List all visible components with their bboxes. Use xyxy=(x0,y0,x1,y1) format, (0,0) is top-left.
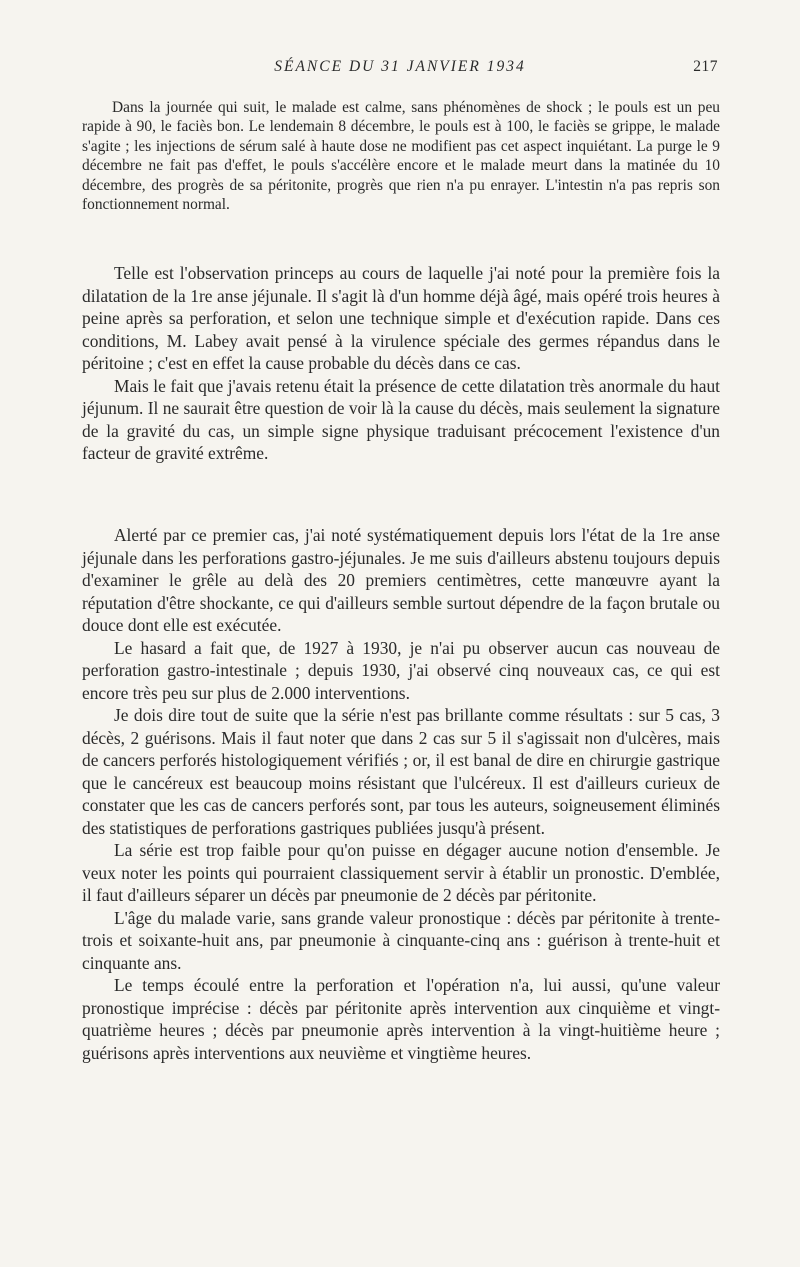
paragraph: Telle est l'observation princeps au cours de laquelle j'ai noté pour la première fois la dilatation de la 1re anse jéjunale. Il s'agit là d'un homme déjà âgé, mais opéré trois heures à peine après sa perforation, et selon une technique simple et d'exécution rapide. Dans ces conditions, M. Labey avait pensé à la virulence spéciale des germes répandus dans le péritoine ; c'est en effet la cause probable du décès dans ce cas. xyxy=(82,263,720,373)
page-number: 217 xyxy=(693,58,718,75)
paragraph: Le temps écoulé entre la perforation et l'opération n'a, lui aussi, qu'une valeur pronostique imprécise : décès par péritonite après intervention aux cinquième et vingt-quatrième heures ; décès par pneumonie après intervention à la vingt-huitième heure ; guérisons après interventions aux neuvième et vingtième heures. xyxy=(82,975,720,1063)
running-title: SÉANCE DU 31 JANVIER 1934 xyxy=(274,58,526,75)
paragraph: La série est trop faible pour qu'on puisse en dégager aucune notion d'ensemble. Je veux noter les points qui pourraient classiquement servir à établir un pronostic. D'emblée, il faut d'ailleurs séparer un décès par pneumonie de 2 décès par péritonite. xyxy=(82,840,720,905)
intro-paragraph: Dans la journée qui suit, le malade est calme, sans phénomènes de shock ; le pouls est un peu rapide à 90, le faciès bon. Le lendemain 8 décembre, le pouls est à 100, le faciès se grippe, le malade s'agite ; les injections de sérum salé à haute dose ne modifient pas cet aspect inquiétant. La purge le 9 décembre ne fait pas d'effet, le pouls s'accélère encore et le malade meurt dans la matinée du 10 décembre, des progrès de sa péritonite, progrès que rien n'a pu enrayer. L'intestin n'a pas repris son fonctionnement normal. xyxy=(82,99,720,214)
paragraph: Alerté par ce premier cas, j'ai noté systématiquement depuis lors l'état de la 1re anse jéjunale dans les perforations gastro-jéjunales. Je me suis d'ailleurs abstenu toujours depuis d'examiner le grêle au delà des 20 premiers centimètres, cette manœuvre ayant la réputation d'être shockante, ce qui d'ailleurs semble surtout dépendre de la façon brutale ou douce dont elle est exécutée. xyxy=(82,525,720,635)
section-series xyxy=(82,524,720,1064)
page-header xyxy=(82,58,718,82)
paragraph: Mais le fait que j'avais retenu était la présence de cette dilatation très anormale du haut jéjunum. Il ne saurait être question de voir là la cause du décès, mais seulement la signature de la gravité du cas, un simple signe physique traduisant précocement l'existence d'un facteur de gravité extrême. xyxy=(82,375,720,463)
paragraph: Je dois dire tout de suite que la série n'est pas brillante comme résultats : sur 5 cas, 3 décès, 2 guérisons. Mais il faut noter que dans 2 cas sur 5 il s'agissait non d'ulcères, mais de cancers perforés histologiquement vérifiés ; or, il est banal de dire en chirurgie gastrique que le cancéreux est beaucoup moins résistant que l'ulcéreux. Il est d'ailleurs curieux de constater que les cas de cancers perforés sont, par tous les auteurs, soigneusement éliminés des statistiques de perforations gastriques publiées jusqu'à présent. xyxy=(82,705,720,838)
paragraph: L'âge du malade varie, sans grande valeur pronostique : décès par péritonite à trente-trois et soixante-huit ans, par pneumonie à cinquante-cinq ans : guérison à trente-huit et cinquante ans. xyxy=(82,907,720,973)
paragraph: Le hasard a fait que, de 1927 à 1930, je n'ai pu observer aucun cas nouveau de perforation gastro-intestinale ; depuis 1930, j'ai observé cinq nouveaux cas, ce qui est encore très peu sur plus de 2.000 interventions. xyxy=(82,637,720,703)
section-observation xyxy=(82,262,720,465)
